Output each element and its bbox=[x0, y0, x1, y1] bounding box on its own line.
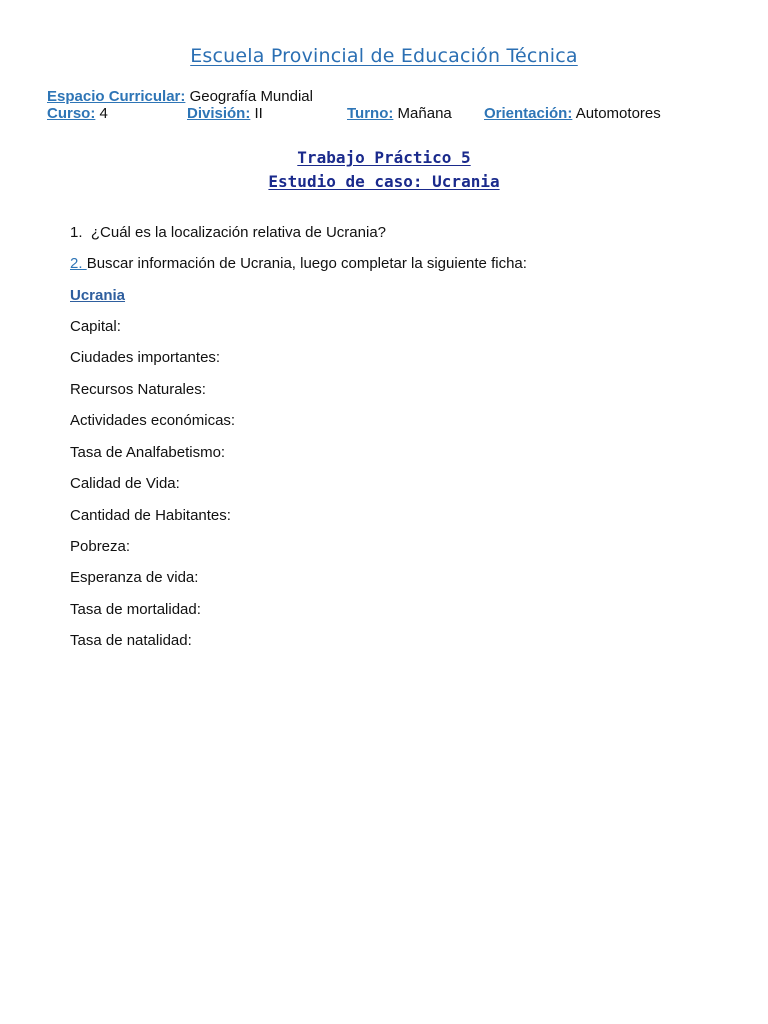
espacio-curricular-value: Geografía Mundial bbox=[189, 88, 313, 105]
curso-label: Curso: bbox=[47, 105, 96, 122]
division-label: División: bbox=[187, 105, 251, 122]
orientacion-field bbox=[484, 105, 661, 122]
ficha-field-recursos: Recursos Naturales: bbox=[70, 381, 206, 398]
division-value: II bbox=[254, 105, 263, 122]
turno-value: Mañana bbox=[397, 105, 452, 122]
ficha-field-analfabetismo: Tasa de Analfabetismo: bbox=[70, 444, 226, 461]
ficha-field-natalidad: Tasa de natalidad: bbox=[70, 632, 192, 649]
espacio-curricular-row bbox=[47, 88, 313, 105]
ficha-field-ciudades: Ciudades importantes: bbox=[70, 349, 221, 366]
ficha-field-calidad-vida: Calidad de Vida: bbox=[70, 475, 180, 492]
orientacion-label: Orientación: bbox=[484, 105, 573, 122]
question-2 bbox=[70, 255, 527, 272]
division-field bbox=[187, 105, 263, 122]
question-2-number: 2. bbox=[70, 255, 83, 272]
question-2-text: Buscar información de Ucrania, luego completar la siguiente ficha: bbox=[86, 255, 527, 272]
ficha-field-actividades: Actividades económicas: bbox=[70, 412, 236, 429]
assignment-title: Trabajo Práctico 5 bbox=[297, 148, 471, 167]
ficha-field-pobreza: Pobreza: bbox=[70, 538, 131, 555]
question-1 bbox=[70, 224, 386, 241]
ficha-field-capital: Capital: bbox=[70, 318, 121, 335]
curso-value: 4 bbox=[99, 105, 108, 122]
turno-field bbox=[347, 105, 452, 122]
orientacion-value: Automotores bbox=[575, 105, 661, 122]
question-1-number: 1. bbox=[70, 224, 83, 241]
ficha-field-mortalidad: Tasa de mortalidad: bbox=[70, 601, 201, 618]
school-title: Escuela Provincial de Educación Técnica bbox=[190, 45, 578, 67]
ficha-field-esperanza: Esperanza de vida: bbox=[70, 569, 199, 586]
turno-label: Turno: bbox=[347, 105, 394, 122]
espacio-curricular-label: Espacio Curricular: bbox=[47, 88, 186, 105]
assignment-subtitle: Estudio de caso: Ucrania bbox=[268, 172, 500, 191]
question-1-text: ¿Cuál es la localización relativa de Ucrania? bbox=[90, 224, 387, 241]
ficha-heading: Ucrania bbox=[70, 287, 126, 304]
curso-field bbox=[47, 105, 108, 122]
ficha-field-habitantes: Cantidad de Habitantes: bbox=[70, 507, 231, 524]
